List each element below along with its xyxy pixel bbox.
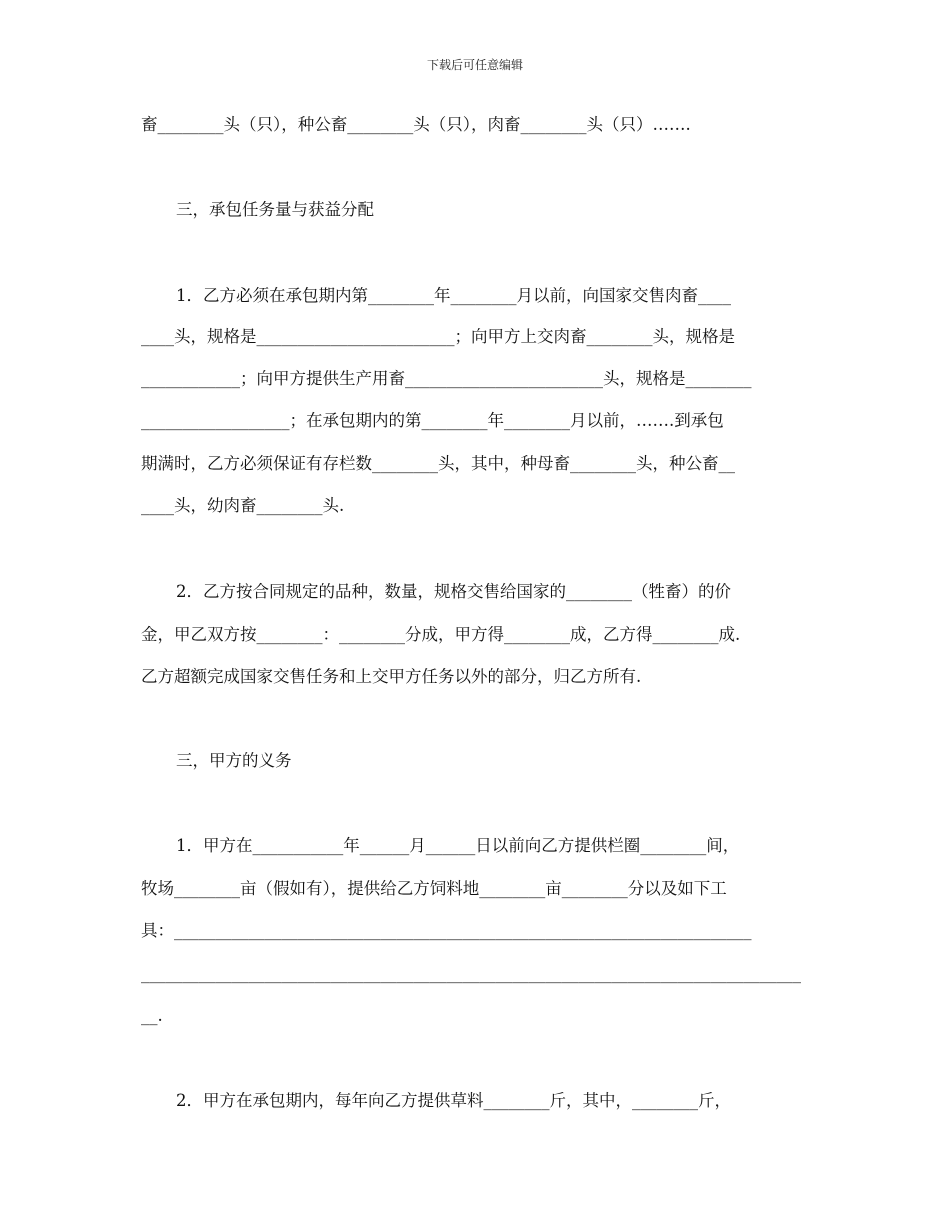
text-line: 期满时，乙方必须保证有存栏数________头，其中，种母畜________头，种公畜__	[141, 454, 735, 473]
text-line: 牧场________亩（假如有），提供给乙方饲料地________亩________分以及如下工	[141, 879, 727, 898]
text-line: ____头，规格是________________________；向甲方上交肉畜________头，规格是	[141, 327, 735, 346]
text-line: 1．甲方在___________年______月______日以前向乙方提供栏圈________间，	[176, 836, 740, 855]
text-line: 具：______________________________________________________________________	[141, 921, 752, 940]
text-line: 乙方超额完成国家交售任务和上交甲方任务以外的部分，归乙方所有.	[141, 667, 642, 686]
text-line: __________________；在承包期内的第________年________月以前，…….到承包	[141, 411, 724, 430]
text-line: 2．甲方在承包期内，每年向乙方提供草料________斤，其中，________斤，	[176, 1091, 731, 1110]
section-heading: 三，承包任务量与获益分配	[176, 200, 374, 219]
text-line: __.	[141, 1006, 163, 1025]
text-line: 2．乙方按合同规定的品种，数量，规格交售给国家的________（牲畜）的价	[176, 582, 731, 601]
text-line: 金，甲乙双方按________：________分成，甲方得________成，乙方得________成.	[141, 625, 741, 644]
text-line: ________________________________________________________________________________	[141, 964, 801, 983]
section-heading: 三，甲方的义务	[176, 751, 292, 770]
page-header: 下载后可任意编辑	[426, 58, 523, 72]
text-line: ____头，幼肉畜________头.	[141, 496, 345, 515]
text-line: 1．乙方必须在承包期内第________年________月以前，向国家交售肉畜____	[176, 286, 731, 305]
text-line: ____________；向甲方提供生产用畜________________________头，规格是________	[141, 369, 752, 388]
text-line: 畜________头（只），种公畜________头（只），肉畜________头（只）…….	[141, 115, 691, 134]
